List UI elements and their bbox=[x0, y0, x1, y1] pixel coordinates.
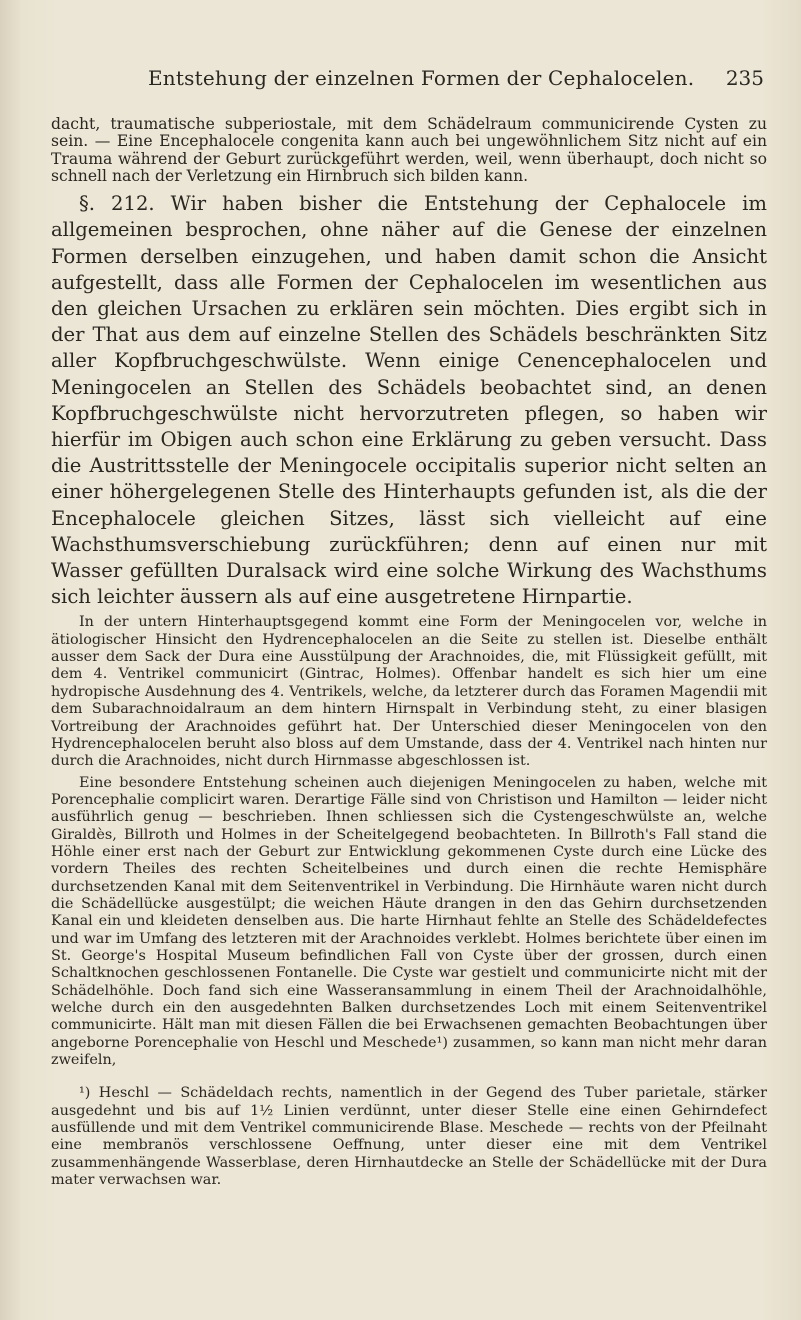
footnote: ¹) Heschl — Schädeldach rechts, namentlich in der Gegend des Tuber parietale, stärker ausgedehnt und bis auf 1½ Linien verdünnt, unter dieser Stelle eine einen Gehirndefect ausfüllende und mit dem Ventrikel communicirende Blase. Meschede — rechts von der Pfeilnaht eine membranös verschlossene Oeffnung, unter dieser eine mit dem Ventrikel zusammenhängende Wasserblase, deren Hirnhautdecke an Stelle der Schädellücke mit der Dura mater verwachsen war. bbox=[51, 1085, 767, 1188]
small-print-paragraph-2: Eine besondere Entstehung scheinen auch diejenigen Meningocelen zu haben, welche mit Porencephalie complicirt waren. Derartige Fälle sind von Christison und Hamilton — leider nicht ausführlich genug — beschrieben. Ihnen schliessen sich die Cystengeschwülste an, welche Giraldès, Billroth und Holmes in der Scheitelgegend beobachteten. In Billroth's Fall stand die Höhle einer erst nach der Geburt zur Entwicklung gekommenen Cyste durch eine Lücke des vordern Theiles des rechten Scheitelbeines und durch einen die rechte Hemisphäre durchsetzenden Kanal mit dem Seitenventrikel in Verbindung. Die Hirnhäute waren nicht durch die Schädellücke ausgestülpt; die weichen Häute drangen in den das Gehirn durchsetzenden Kanal ein und kleideten denselben aus. Die harte Hirnhaut fehlte an Stelle des Schädeldefectes und war im Umfang des letzteren mit der Arachnoides verklebt. Holmes berichtete über einen im St. George's Hospital Museum befindlichen Fall von Cyste über der grossen, durch einen Schaltknochen geschlossenen Fontanelle. Die Cyste war gestielt und communicirte nicht mit der Schädelhöhle. Doch fand sich eine Wasseransammlung in einem Theil der Arachnoidalhöhle, welche durch ein den ausgedehnten Balken durchsetzendes Loch mit einem Seitenventrikel communicirte. Hält man mit diesen Fällen die bei Erwachsenen gemachten Beobachtungen über angeborne Porencephalie von Heschl und Meschede¹) zusammen, so kann man nicht mehr daran zweifeln, bbox=[51, 774, 767, 1069]
body-text bbox=[51, 116, 767, 1189]
page-number: 235 bbox=[725, 66, 764, 90]
section-212-paragraph: §. 212. Wir haben bisher die Entstehung der Cephalocele im allgemeinen besprochen, ohne näher auf die Genese der einzelnen Formen derselben einzugehen, und haben damit schon die Ansicht aufgestellt, dass alle Formen der Cephalocelen im wesentlichen aus den gleichen Ursachen zu erklären sein möchten. Dies ergibt sich in der That aus dem auf einzelne Stellen des Schädels beschränkten Sitz aller Kopfbruchgeschwülste. Wenn einige Cenencephalocelen und Meningocelen an Stellen des Schädels beobachtet sind, an denen Kopfbruchgeschwülste nicht hervorzutreten pflegen, so haben wir hierfür im Obigen auch schon eine Erklärung zu geben versucht. Dass die Austrittsstelle der Meningocele occipitalis superior nicht selten an einer höhergelegenen Stelle des Hinterhaupts gefunden ist, als die der Encephalocele gleichen Sitzes, lässt sich vielleicht auf eine Wachsthumsverschiebung zurückführen; denn auf einen nur mit Wasser gefüllten Duralsack wird eine solche Wirkung des Wachsthums sich leichter äussern als auf eine ausgetretene Hirnpartie. bbox=[51, 192, 767, 609]
small-print-paragraph-1: In der untern Hinterhauptsgegend kommt eine Form der Meningocelen vor, welche in ätiologischer Hinsicht den Hydrencephalocelen an die Seite zu stellen ist. Dieselbe enthält ausser dem Sack der Dura eine Ausstülpung der Arachnoides, die, mit Flüssigkeit gefüllt, mit dem 4. Ventrikel communicirt (Gintrac, Holmes). Offenbar handelt es sich hier um eine hydropische Ausdehnung des 4. Ventrikels, welche, da letzterer durch das Foramen Magendii mit dem Subarachnoidalraum an dem hintern Hirnspalt in Verbindung steht, zu einer blasigen Vortreibung der Arachnoides geführt hat. Der Unterschied dieser Meningocelen von den Hydrencephalocelen beruht also bloss auf dem Umstande, dass der 4. Ventrikel nach hinten nur durch die Arachnoides, nicht durch Hirnmasse abgeschlossen ist. bbox=[51, 614, 767, 770]
intro-paragraph: dacht, traumatische subperiostale, mit dem Schädelraum communicirende Cysten zu sein. — Eine Encephalocele congenita kann auch bei ungewöhnlichem Sitz nicht auf ein Trauma während der Geburt zurückgeführt werden, weil, wenn überhaupt, doch nicht so schnell nach der Verletzung ein Hirnbruch sich bilden kann. bbox=[51, 115, 767, 185]
running-title: Entstehung der einzelnen Formen der Cephalocelen. bbox=[148, 66, 695, 90]
page-header bbox=[0, 66, 801, 96]
